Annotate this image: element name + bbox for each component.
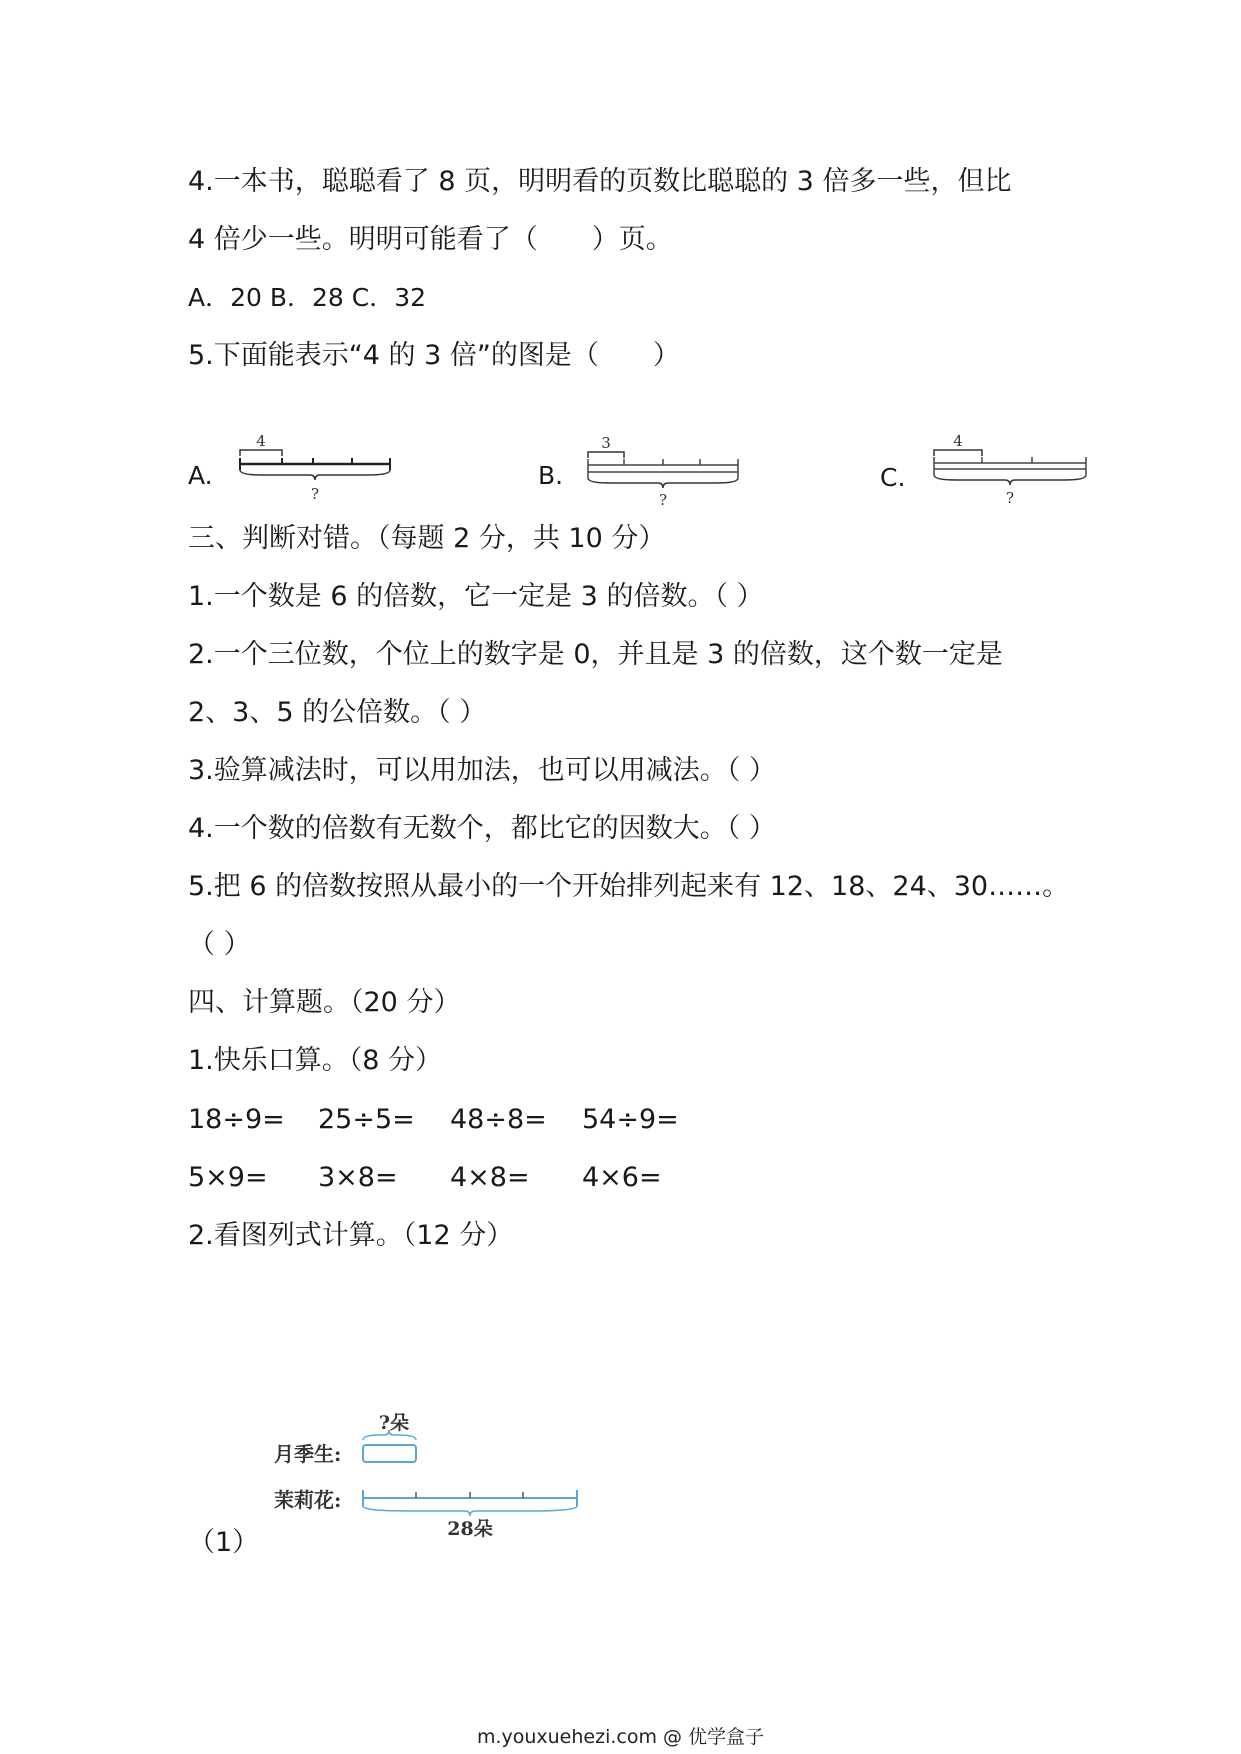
diagram-top-label: ?朵 (378, 1412, 410, 1434)
diagram-total-label: 28朵 (447, 1518, 493, 1540)
section3-item-2a: 2.一个三位数，个位上的数字是 0，并且是 3 的倍数，这个数一定是 (188, 639, 1003, 670)
section3-item-1: 1.一个数是 6 的倍数，它一定是 3 的倍数。（ ） (188, 581, 764, 612)
q5-option-c-diagram (928, 428, 1098, 510)
q5-a-question: ? (310, 485, 320, 503)
picture-calc-sub1-label: （1） (188, 1527, 260, 1558)
section3-item-4: 4.一个数的倍数有无数个，都比它的因数大。（ ） (188, 813, 776, 844)
q4-line-2: 4 倍少一些。明明可能看了（ ）页。 (188, 224, 673, 255)
oral-calc-title: 1.快乐口算。（8 分） (188, 1045, 443, 1076)
q5-option-b-diagram (580, 428, 750, 510)
flower-bar-diagram (270, 1405, 590, 1545)
q5-stem: 5.下面能表示“4 的 3 倍”的图是（ ） (188, 340, 680, 371)
q5-option-a-label: A. (188, 461, 213, 490)
q5-c-unit: 4 (953, 432, 963, 450)
q4-options: A．20 B．28 C．32 (188, 283, 427, 312)
oral-calc-5: 5×9= (188, 1162, 268, 1193)
q5-option-c-label: C. (880, 463, 906, 492)
oral-calc-7: 4×8= (450, 1162, 530, 1193)
section3-title: 三、判断对错。（每题 2 分，共 10 分） (188, 523, 666, 554)
q5-b-question: ? (658, 491, 668, 509)
oral-calc-1: 18÷9= (188, 1104, 285, 1135)
section3-item-3: 3.验算减法时，可以用加法，也可以用减法。（ ） (188, 755, 776, 786)
oral-calc-3: 48÷8= (450, 1104, 547, 1135)
section4-title: 四、计算题。（20 分） (188, 987, 461, 1018)
oral-calc-4: 54÷9= (582, 1104, 679, 1135)
diagram-row2-name: 茉莉花: (274, 1488, 342, 1512)
q4-line-1: 4.一本书，聪聪看了 8 页，明明看的页数比聪聪的 3 倍多一些，但比 (188, 166, 1012, 197)
oral-calc-6: 3×8= (318, 1162, 398, 1193)
diagram-row1-name: 月季生: (274, 1442, 342, 1466)
q5-option-a-diagram (232, 428, 402, 510)
q5-c-question: ? (1005, 489, 1015, 507)
section3-item-2b: 2、3、5 的公倍数。（ ） (188, 697, 487, 728)
section3-item-5a: 5.把 6 的倍数按照从最小的一个开始排列起来有 12、18、24、30……。 (188, 871, 1070, 902)
q5-option-b-label: B. (538, 461, 564, 490)
q5-a-unit: 4 (256, 432, 266, 450)
q5-b-unit: 3 (601, 434, 611, 452)
picture-calc-title: 2.看图列式计算。（12 分） (188, 1220, 514, 1251)
oral-calc-8: 4×6= (582, 1162, 662, 1193)
section3-item-5b: （ ） (188, 929, 251, 960)
page-footer: m.youxuehezi.com @ 优学盒子 (476, 1726, 765, 1748)
oral-calc-2: 25÷5= (318, 1104, 415, 1135)
